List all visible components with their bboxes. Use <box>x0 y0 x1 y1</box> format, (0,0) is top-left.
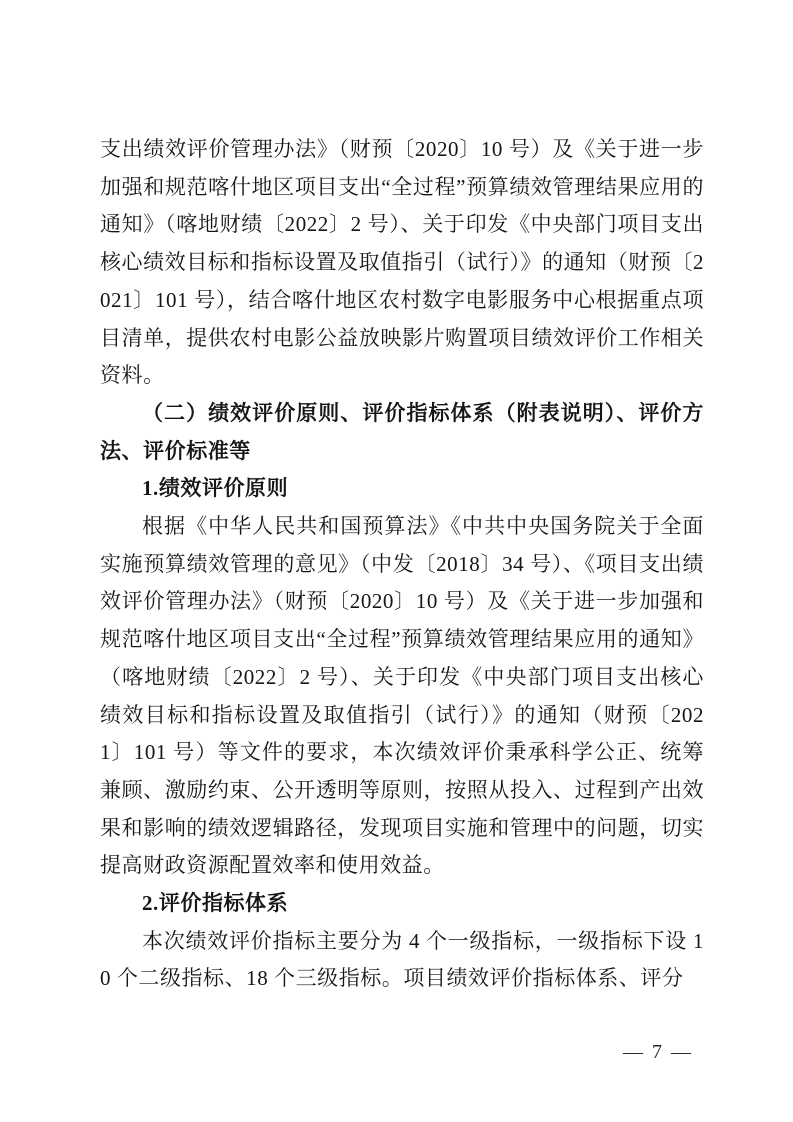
paragraph-indicator-system: 本次绩效评价指标主要分为 4 个一级指标，一级指标下设 10 个二级指标、18 个三级指标。项目绩效评价指标体系、评分 <box>100 928 704 991</box>
subsection-heading-indicator-system: 2.评价指标体系 <box>142 891 289 916</box>
section-heading: （二）绩效评价原则、评价指标体系（附表说明）、评价方法、评价标准等 <box>100 400 704 463</box>
paragraph-evaluation-principles: 根据《中华人民共和国预算法》《中共中央国务院关于全面实施预算绩效管理的意见》（中发〔2018〕34 号）、《项目支出绩效评价管理办法》（财预〔2020〕10 号）及《关于进一步加强和规范喀什地区项目支出“全过程”预算绩效管理结果应用的通知》（喀地财绩〔2022〕2 号）、关于印发《中央部门项目支出核心绩效目标和指标设置及取值指引（试行）》的通知（财预〔2021〕101 号）等文件的要求，本次绩效评价秉承科学公正、统筹兼顾、激励约束、公开透明等原则，按照从投入、过程到产出效果和影响的绩效逻辑路径，发现项目实施和管理中的问题，切实提高财政资源配置效率和使用效益。 <box>100 514 704 878</box>
document-body <box>100 131 704 998</box>
page-number: — 7 — <box>623 1041 693 1063</box>
subsection-heading-evaluation-principles: 1.绩效评价原则 <box>142 476 289 501</box>
paragraph-continued-from-previous-page: 支出绩效评价管理办法》（财预〔2020〕10 号）及《关于进一步加强和规范喀什地区项目支出“全过程”预算绩效管理结果应用的通知》（喀地财绩〔2022〕2 号）、关于印发《中央部门项目支出核心绩效目标和指标设置及取值指引（试行）》的通知（财预〔2021〕101 号），结合喀什地区农村数字电影服务中心根据重点项目清单，提供农村电影公益放映影片购置项目绩效评价工作相关资料。 <box>100 137 704 388</box>
